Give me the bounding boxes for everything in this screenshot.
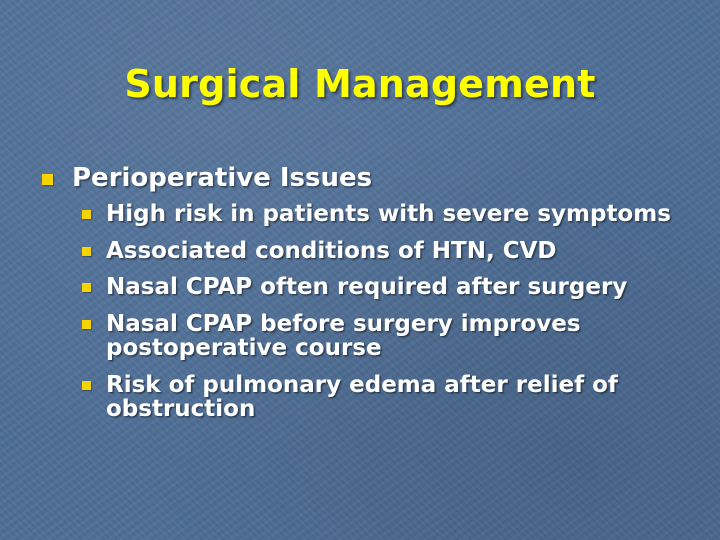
sub-bullet-item — [80, 373, 680, 422]
square-bullet-icon — [82, 247, 91, 256]
sub-bullet-item — [80, 275, 680, 300]
sub-bullet-text: Nasal CPAP before surgery improves postoperative course — [106, 310, 581, 361]
square-bullet-icon — [82, 210, 91, 219]
slide-title: Surgical Management — [124, 62, 596, 106]
sub-bullet-list — [80, 202, 680, 434]
square-bullet-icon — [82, 381, 91, 390]
square-bullet-icon — [82, 320, 91, 329]
sub-bullet-text: Associated conditions of HTN, CVD — [106, 237, 557, 264]
sub-bullet-item — [80, 312, 680, 361]
sub-bullet-item — [80, 202, 680, 227]
sub-bullet-text: Risk of pulmonary edema after relief of obstruction — [106, 371, 618, 422]
sub-bullet-text: High risk in patients with severe symptoms — [106, 201, 671, 227]
main-bullet-list — [40, 160, 690, 196]
sub-bullet-item — [80, 239, 680, 264]
sub-bullet-text: Nasal CPAP often required after surgery — [106, 274, 628, 300]
square-bullet-icon — [82, 283, 91, 292]
square-bullet-icon — [42, 174, 53, 185]
main-bullet-text: Perioperative Issues — [72, 163, 373, 193]
main-bullet-item — [40, 160, 690, 196]
